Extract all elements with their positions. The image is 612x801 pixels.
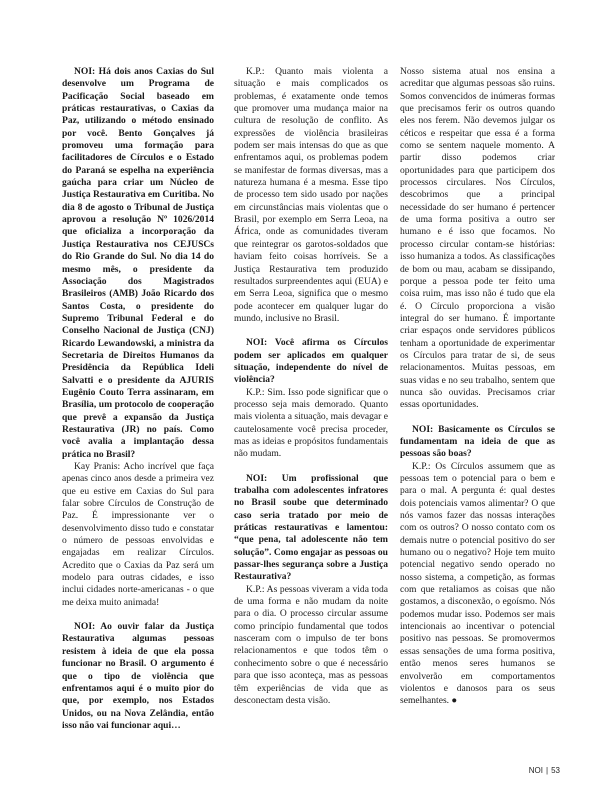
question-text: Há dois anos Caxias do Sul desenvolve um Programa de Pacificação Social baseado em práticas restaurativas, o Caxias da Paz, utilizando o método ensinado por você. Bento Gonçalves já promoveu uma formação para facilitadores de Círculos e o Estado do Paraná se espelha na experiência gaúcha para criar um Núcleo de Justiça Restaurativa em Curitiba. No dia 8 de agosto o Tribunal de Justiça aprovou a resolução Nº 1026/2014 que oficializa a incorporação da Justiça Restaurativa nos CEJUSCs do Rio Grande do Sul. No dia 14 do mesmo mês, o presidente da Associação dos Magistrados Brasileiros (AMB) João Ricardo dos Santos Costa, o presidente do Supremo Tribunal Federal e do Conselho Nacional de Justiça (CNJ) Ricardo Lewandowski, a ministra da Secretaria de Direitos Humanos da Presidência da República Ideli Salvatti e o presidente da AJURIS Eugênio Couto Terra assinaram, em Brasília, um protocolo de cooperação que prevê a expansão da Justiça Restaurativa (JR) no país. Como você avalia a implantação dessa prática no Brasil?: [62, 66, 214, 460]
speaker-label: K.P.:: [412, 460, 431, 472]
question-paragraph: [62, 621, 214, 732]
speaker-label: NOI:: [412, 423, 434, 435]
answer-paragraph: [234, 387, 388, 461]
answer-text: Sim. Isso pode significar que o processo seja mais demorado. Quanto mais violenta a situação, mais devagar e cautelosamente você precisa proceder, mas as ideias e propósitos fundamentais não mudam.: [234, 386, 388, 460]
answer-paragraph: [234, 584, 388, 707]
footer-separator: |: [546, 766, 549, 775]
answer-text: Nosso sistema atual nos ensina a acreditar que algumas pessoas são ruins. Somos convencidos de inúmeras formas que precisamos ferir os outros quando eles nos ferem. Não devemos julgar os céticos e respeitar que essa é a forma como se sentem naquele momento. A partir disso podemos criar oportunidades para que participem dos processos circulares. Nos Círculos, descobrimos que a principal necessidade do ser humano é pertencer de uma forma positiva a outro ser humano e é isso que focamos. No processo circular contam-se histórias: isso humaniza a todos. As classificações de bom ou mau, acabam se dissipando, porque a pessoa pode ter feito uma coisa ruim, mas isso não é tudo que ela é. O Círculo proporciona a visão integral do ser humano. É importante criar espaços onde servidores públicos tenham a oportunidade de experimentar os Círculos para tratar de si, de seus relacionamentos. Muitas pessoas, em suas vidas e no seu trabalho, sentem que nunca são ouvidas. Precisamos criar essas oportunidades.: [400, 66, 555, 411]
answer-paragraph: [400, 461, 555, 708]
question-text: Você afirma os Círculos podem ser aplicados em qualquer situação, independente do nível de violência?: [234, 337, 388, 386]
column-2: [234, 66, 388, 707]
answer-text: Os Círculos assumem que as pessoas tem o potencial para o bem e para o mal. A pergunta é: qual destes dois potenciais vamos alimentar? O que nós vamos fazer das nossas interações com os outros? O nosso contato com os demais nutre o potencial positivo do ser humano ou o negativo? Hoje tem muito potencial negativo sendo operado no nosso sistema, a competição, as formas com que retaliamos as coisas que não gostamos, a disconexão, o egoísmo. Nós podemos mudar isso. Podemos ser mais intencionais ao incentivar o potencial positivo nas pessoas. Se promovermos essas sensações de uma forma positiva, então menos seres humanos se envolverão em comportamentos violentos e danosos para os seus semelhantes. ●: [400, 460, 555, 707]
speaker-label: K.P.:: [246, 386, 265, 398]
question-text: Um profissional que trabalha com adolescentes infratores no Brasil soube que determinado caso seria tratado por meio de práticas restaurativas e lamentou: “que pena, tal adolescente não tem solução”. Como engajar as pessoas ou passar-lhes segurança sobre a Justiça Restaurativa?: [234, 472, 388, 583]
answer-paragraph: [62, 461, 214, 609]
column-3: [400, 66, 555, 708]
speaker-label: NOI:: [74, 66, 96, 77]
answer-paragraph: [400, 66, 555, 412]
speaker-label: NOI:: [74, 621, 96, 633]
speaker-label: K.P.:: [246, 583, 265, 595]
question-paragraph: [62, 66, 214, 461]
question-text: Ao ouvir falar da Justiça Restaurativa algumas pessoas resistem à ideia de que ela possa funcionar no Brasil. O argumento é que o tipo de violência que enfrentamos aqui é o muito pior do que, por exemplo, nos Estados Unidos, ou na Nova Zelândia, então isso não vai funcionar aqui…: [62, 621, 214, 731]
speaker-label: NOI:: [246, 472, 268, 484]
question-paragraph: [400, 424, 555, 461]
answer-text: As pessoas viveram a vida toda de uma forma e não mudam da noite para o dia. O processo circular assume como princípio fundamental que todos nasceram com o impulso de ter bons relacionamentos e que todos têm o conhecimento sobre o que é necessário para que isso aconteça, mas as pessoas têm experiências de vida que as desconectam desta visão.: [234, 583, 388, 706]
column-1: [62, 66, 214, 732]
page-number: 53: [551, 766, 560, 775]
magazine-name: NOI: [528, 766, 544, 775]
question-text: Basicamente os Círculos se fundamentam na ideia de que as pessoas são boas?: [400, 423, 555, 460]
page-footer: [500, 766, 560, 775]
answer-text: Quanto mais violenta a situação e mais complicados os problemas, é exatamente onde temos que promover uma mudança maior na cultura de resolução de conflito. As expressões de violência brasileiras podem ser mais intensas do que as que enfrentamos aqui, os problemas podem se manifestar de formas diversas, mas a natureza humana é a mesma. Esse tipo de processo tem sido usado por nações em circunstâncias mais violentas que o Brasil, por exemplo em Serra Leoa, na África, onde as comunidades tiveram que reintegrar os garotos-soldados que haviam feito coisas horríveis. Se a Justiça Restaurativa tem produzido resultados surpreendentes aqui (EUA) e em Serra Leoa, significa que o mesmo pode acontecer em qualquer lugar do mundo, inclusive no Brasil.: [234, 66, 388, 324]
speaker-label: K.P.:: [246, 66, 265, 77]
question-paragraph: [234, 337, 388, 386]
answer-text: Acho incrível que faça apenas cinco anos desde a primeira vez que eu estive em Caxias do Sul para falar sobre Círculos de Construção de Paz. É impressionante ver o desenvolvimento disso tudo e constatar o número de pessoas envolvidas e engajadas em realizar Círculos. Acredito que o Caxias da Paz será um modelo para outras cidades, e isso inclui cidades norte-americanas - o que me deixa muito animada!: [62, 461, 214, 608]
speaker-label: Kay Pranis:: [74, 461, 121, 472]
answer-paragraph: [234, 66, 388, 325]
question-paragraph: [234, 473, 388, 584]
speaker-label: NOI:: [246, 337, 268, 349]
